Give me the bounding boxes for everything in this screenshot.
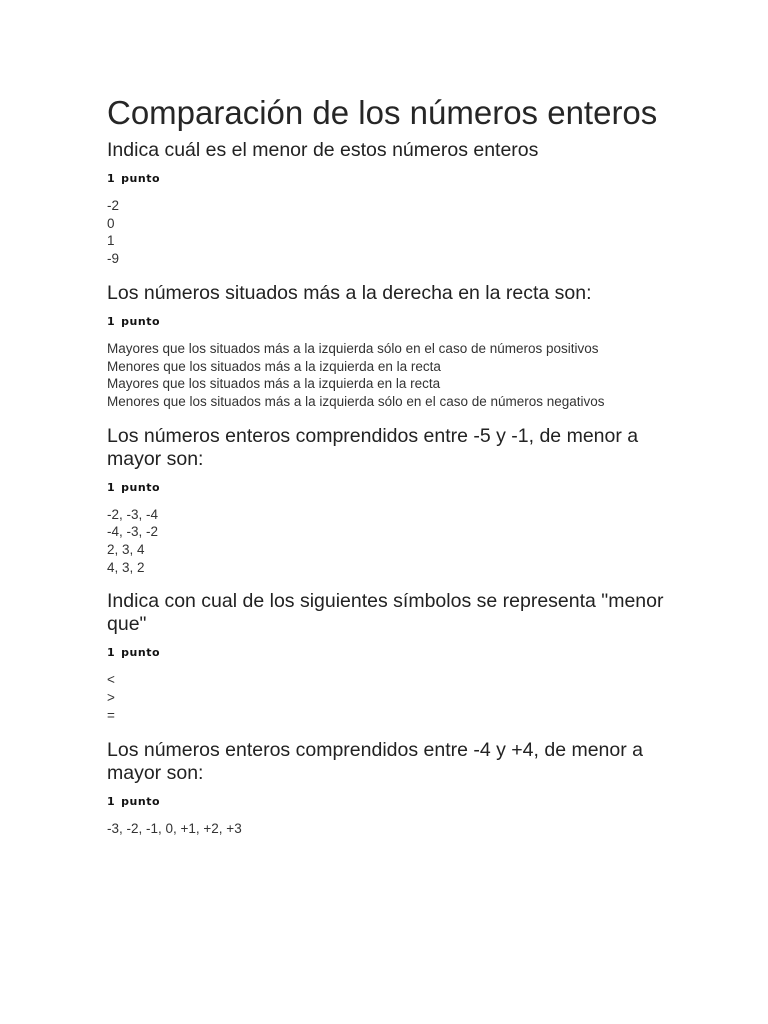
question-points — [107, 645, 667, 661]
points-label: punto — [121, 480, 161, 494]
points-label: punto — [121, 314, 161, 328]
points-value: 1 — [107, 646, 116, 660]
answer-option[interactable]: < — [107, 672, 115, 688]
points-value: 1 — [107, 480, 116, 494]
question-4 — [107, 590, 667, 724]
answer-options — [107, 671, 667, 724]
question-points — [107, 171, 667, 187]
answer-option[interactable]: Mayores que los situados más a la izquierda en la recta — [107, 376, 441, 392]
question-text: Los números situados más a la derecha en la recta son: — [107, 281, 592, 304]
answer-option[interactable]: 1 — [107, 233, 115, 249]
answer-options — [107, 340, 667, 411]
points-label: punto — [121, 172, 161, 185]
answer-options — [107, 506, 667, 577]
answer-option[interactable]: -3, -2, -1, 0, +1, +2, +3 — [107, 820, 242, 836]
answer-option[interactable]: > — [107, 690, 115, 706]
answer-option[interactable]: Menores que los situados más a la izquierda en la recta — [107, 358, 441, 374]
question-text: Indica cuál es el menor de estos números enteros — [107, 139, 539, 161]
points-value: 1 — [107, 172, 116, 185]
question-text: Los números enteros comprendidos entre -4 y +4, de menor a mayor son: — [107, 738, 644, 784]
points-label: punto — [121, 794, 161, 808]
question-3 — [107, 425, 667, 577]
points-label: punto — [121, 646, 161, 660]
answer-option[interactable]: Mayores que los situados más a la izquierda sólo en el caso de números positivos — [107, 340, 599, 356]
question-points — [107, 314, 667, 330]
page-title: Comparación de los números enteros — [107, 94, 658, 131]
answer-options — [107, 197, 667, 268]
answer-option[interactable]: -2, -3, -4 — [107, 506, 159, 522]
points-value: 1 — [107, 794, 116, 808]
answer-option[interactable]: -4, -3, -2 — [107, 524, 159, 540]
answer-option[interactable]: = — [107, 707, 115, 723]
question-points — [107, 794, 667, 810]
question-5 — [107, 739, 667, 838]
answer-option[interactable]: -9 — [107, 251, 120, 267]
question-1 — [107, 139, 667, 268]
answer-options — [107, 820, 667, 838]
question-text: Los números enteros comprendidos entre -5 y -1, de menor a mayor son: — [107, 424, 639, 470]
question-2 — [107, 282, 667, 411]
answer-option[interactable]: Menores que los situados más a la izquierda sólo en el caso de números negativos — [107, 393, 605, 409]
answer-option[interactable]: 4, 3, 2 — [107, 559, 145, 575]
question-points — [107, 480, 667, 496]
points-value: 1 — [107, 314, 116, 328]
document-page — [107, 92, 667, 851]
answer-option[interactable]: 2, 3, 4 — [107, 542, 145, 558]
answer-option[interactable]: 0 — [107, 215, 115, 231]
answer-option[interactable]: -2 — [107, 198, 120, 213]
question-text: Indica con cual de los siguientes símbolos se representa "menor que" — [107, 590, 664, 636]
